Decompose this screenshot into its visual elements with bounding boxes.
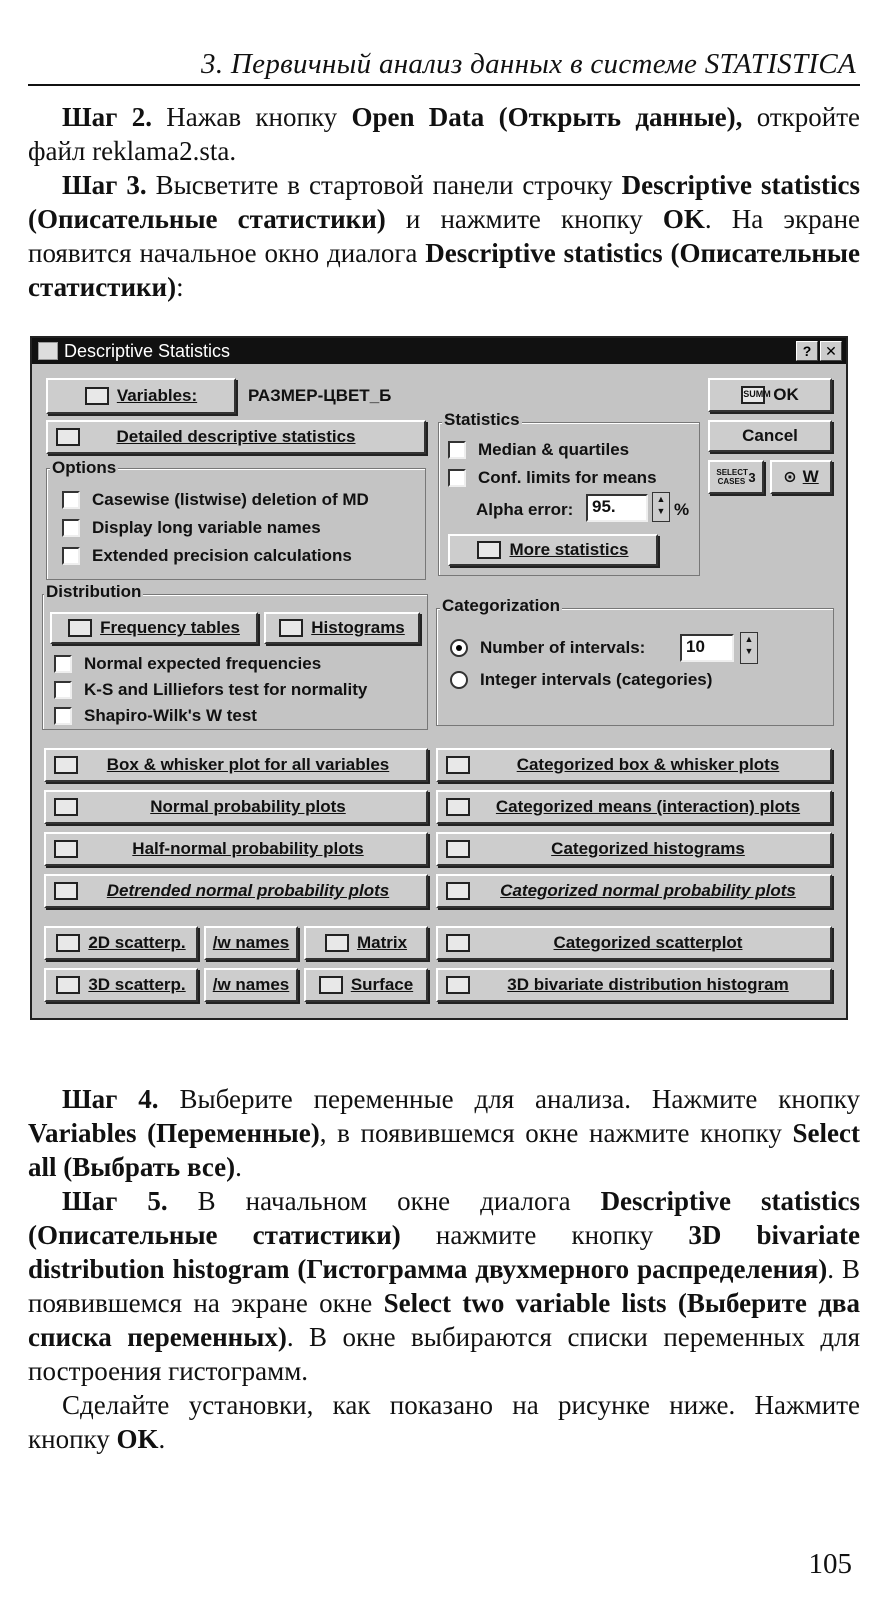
number-of-intervals-input[interactable]: 10 <box>680 634 734 662</box>
button-label: 3D bivariate distribution histogram <box>507 975 789 994</box>
distribution-label: Distribution <box>46 582 142 601</box>
glasses-icon: ⊙ <box>783 469 797 486</box>
options-label: Options <box>52 458 117 477</box>
paragraphs-bottom <box>28 1082 860 1456</box>
checkbox-label: K-S and Lilliefors test for normality <box>84 680 368 699</box>
surface-icon <box>319 976 343 994</box>
normal-probability-button[interactable] <box>44 790 428 824</box>
summ-icon <box>56 428 80 446</box>
checkbox-label: Display long variable names <box>92 518 321 537</box>
probability-plot-icon <box>54 882 78 900</box>
categorized-icon <box>446 840 470 858</box>
scatter-3d-icon <box>56 976 80 994</box>
more-statistics-icon <box>477 541 501 559</box>
step-label: Шаг 4. <box>62 1084 159 1114</box>
variables-button[interactable] <box>46 378 236 414</box>
categorized-normal-probability-button[interactable] <box>436 874 832 908</box>
frequency-tables-label: Frequency tables <box>100 618 240 637</box>
ok-button-label: OK <box>773 385 799 404</box>
bivariate-histogram-button[interactable] <box>436 968 832 1002</box>
descriptive-statistics-dialog <box>30 336 848 1020</box>
categorized-means-button[interactable] <box>436 790 832 824</box>
text: Сделайте установки, как показано на рисунке ниже. Нажмите кнопку <box>28 1390 860 1454</box>
checkbox-label: Extended precision calculations <box>92 546 352 565</box>
paragraphs-top <box>28 100 860 304</box>
alpha-error-input[interactable]: 95. <box>586 494 648 522</box>
matrix-icon <box>325 934 349 952</box>
intervals-spinner[interactable]: ▲ ▼ <box>740 632 758 664</box>
checkbox-label: Casewise (listwise) deletion of MD <box>92 490 369 509</box>
bold-text: Descriptive statistics (Описательные статистики) <box>28 1186 860 1250</box>
button-label: Categorized means (interaction) plots <box>495 797 801 816</box>
categorized-icon <box>446 934 470 952</box>
step-label: Шаг 5. <box>62 1186 168 1216</box>
casewise-deletion-checkbox[interactable] <box>62 490 369 510</box>
page-number: 105 <box>808 1548 852 1580</box>
button-label: Categorized histograms <box>551 839 745 858</box>
button-label: Matrix <box>356 933 408 952</box>
frequency-tables-button[interactable] <box>50 612 258 644</box>
bold-text: Select all (Выбрать все) <box>28 1118 860 1182</box>
more-statistics-button[interactable] <box>448 534 658 566</box>
categorized-icon <box>446 798 470 816</box>
detrended-normal-button[interactable] <box>44 874 428 908</box>
button-label: /w names <box>212 933 290 952</box>
table-icon <box>68 619 92 637</box>
long-names-checkbox[interactable] <box>62 518 321 538</box>
cancel-button[interactable] <box>708 420 832 452</box>
categorized-box-whisker-button[interactable] <box>436 748 832 782</box>
button-label: Categorized normal probability plots <box>500 881 796 900</box>
checkbox-label: Normal expected frequencies <box>84 654 322 673</box>
radio-label: Integer intervals (categories) <box>480 670 713 689</box>
probability-plot-icon <box>54 798 78 816</box>
button-label: 3D scatterp. <box>88 975 186 994</box>
paragraph-step-5 <box>28 1184 860 1388</box>
text: откройте файл reklama2.sta. <box>28 102 860 166</box>
categorization-label: Categorization <box>442 596 561 615</box>
text: и нажмите кнопку <box>385 204 663 234</box>
paragraph-settings <box>28 1388 860 1456</box>
radio-dot <box>450 639 468 657</box>
bold-text: Descriptive statistics (Описательные статистики) <box>28 170 860 234</box>
histogram-3d-icon <box>446 976 470 994</box>
select-cases-label: SELECT CASES <box>716 468 748 486</box>
paragraph-step-2 <box>28 100 860 168</box>
checkbox-box <box>54 707 72 725</box>
extended-precision-checkbox[interactable] <box>62 546 352 566</box>
matrix-button[interactable] <box>304 926 428 960</box>
scatter-3d-button[interactable] <box>44 968 198 1002</box>
checkbox-box <box>448 469 466 487</box>
categorized-icon <box>446 882 470 900</box>
variables-button-label: Variables: <box>116 386 198 405</box>
bold-text: OK <box>662 204 705 234</box>
checkbox-label: Median & quartiles <box>478 440 630 459</box>
integer-intervals-radio[interactable] <box>450 670 712 690</box>
text: . В появившемся на экране окне <box>28 1254 860 1318</box>
button-label: Normal probability plots <box>150 797 346 816</box>
running-header-text: 3. Первичный анализ данных в системе STATISTICA <box>201 48 856 80</box>
running-header <box>28 44 860 86</box>
checkbox-box <box>62 519 80 537</box>
probability-plot-icon <box>54 840 78 858</box>
text: нажмите кнопку <box>400 1220 689 1250</box>
checkbox-box <box>54 681 72 699</box>
categorized-icon <box>446 756 470 774</box>
bold-text: Select two variable lists (Выберите два списка переменных) <box>28 1288 861 1352</box>
categorized-histograms-button[interactable] <box>436 832 832 866</box>
paragraph-step-4 <box>28 1082 860 1184</box>
box-plot-icon <box>54 756 78 774</box>
scatter-2d-names-button[interactable] <box>204 926 298 960</box>
help-button[interactable]: ? <box>796 341 818 361</box>
checkbox-box <box>448 441 466 459</box>
radio-dot <box>450 671 468 689</box>
text: В начальном окне диалога <box>167 1186 601 1216</box>
detailed-descriptive-button[interactable] <box>46 420 426 454</box>
checkbox-box <box>54 655 72 673</box>
close-button[interactable]: ✕ <box>820 341 842 361</box>
normal-expected-checkbox[interactable] <box>54 654 321 674</box>
text: . На экране появится начальное окно диалога <box>28 204 861 268</box>
button-label: Box & whisker plot for all variables <box>106 755 390 774</box>
ks-lilliefors-checkbox[interactable] <box>54 680 367 700</box>
detailed-descriptive-label: Detailed descriptive statistics <box>116 427 356 446</box>
categorized-scatterplot-button[interactable] <box>436 926 832 960</box>
bold-text: Open Data (Открыть данные), <box>351 102 743 132</box>
shapiro-wilk-checkbox[interactable] <box>54 706 257 726</box>
bold-text: Variables (Переменные) <box>28 1118 320 1148</box>
number-of-intervals-radio[interactable] <box>450 638 645 658</box>
conf-limits-checkbox[interactable] <box>448 468 657 488</box>
scatter-3d-names-button[interactable] <box>204 968 298 1002</box>
dialog-title: Descriptive Statistics <box>64 341 231 361</box>
alpha-error-label: Alpha error: <box>476 500 574 519</box>
box-whisker-button[interactable] <box>44 748 428 782</box>
checkbox-box <box>62 547 80 565</box>
histogram-icon <box>279 619 303 637</box>
statistics-label: Statistics <box>444 410 520 429</box>
text: Высветите в стартовой панели строчку <box>146 170 622 200</box>
checkbox-label: Shapiro-Wilk's W test <box>84 706 257 725</box>
dialog-titlebar <box>32 338 846 364</box>
button-label: Detrended normal probability plots <box>106 881 390 900</box>
window-app-icon <box>38 342 58 360</box>
text: . В окне выбираются списки переменных для построения гистограмм. <box>28 1322 860 1386</box>
more-statistics-label: More statistics <box>509 540 629 559</box>
histograms-label: Histograms <box>311 618 405 637</box>
button-label: Categorized scatterplot <box>553 933 743 952</box>
radio-label: Number of intervals: <box>480 638 646 657</box>
weights-button[interactable] <box>770 460 832 494</box>
step-label: Шаг 2. <box>62 102 152 132</box>
button-label: /w names <box>212 975 290 994</box>
bold-text: 3D bivariate distribution histogram (Гистограмма двухмерного распределения) <box>28 1220 860 1284</box>
paragraph-step-3 <box>28 168 860 304</box>
button-label: Surface <box>350 975 414 994</box>
scatterplot-icon <box>56 934 80 952</box>
bold-text: Descriptive statistics (Описательные статистики) <box>28 238 860 302</box>
weights-button-label: W <box>802 467 819 486</box>
text: , в появившемся окне нажмите кнопку <box>319 1118 793 1148</box>
text: . <box>158 1424 166 1454</box>
cancel-button-label: Cancel <box>742 426 798 445</box>
select-cases-button[interactable] <box>708 460 764 494</box>
half-normal-probability-button[interactable] <box>44 832 428 866</box>
checkbox-box <box>62 491 80 509</box>
variables-icon <box>85 387 109 405</box>
text: . <box>235 1152 242 1182</box>
median-quartiles-checkbox[interactable] <box>448 440 629 460</box>
alpha-spinner[interactable]: ▲ ▼ <box>652 492 670 522</box>
button-label: Categorized box & whisker plots <box>516 755 780 774</box>
variables-value: РАЗМЕР-ЦВЕТ_Б <box>248 386 392 405</box>
text: Нажав кнопку <box>151 102 352 132</box>
text: Выберите переменные для анализа. Нажмите кнопку <box>158 1084 860 1114</box>
scatter-2d-button[interactable] <box>44 926 198 960</box>
button-label: Half-normal probability plots <box>132 839 364 858</box>
select-cases-count: 3 <box>748 469 756 485</box>
summ-icon: SUMM <box>741 386 765 404</box>
bold-text: OK <box>116 1424 159 1454</box>
checkbox-label: Conf. limits for means <box>478 468 657 487</box>
button-label: 2D scatterp. <box>88 933 186 952</box>
categorization-group <box>436 608 834 726</box>
ok-button[interactable] <box>708 378 832 412</box>
text: : <box>176 272 184 302</box>
histograms-button[interactable] <box>264 612 420 644</box>
step-label: Шаг 3. <box>62 170 147 200</box>
surface-button[interactable] <box>304 968 428 1002</box>
percent-label: % <box>674 500 690 519</box>
